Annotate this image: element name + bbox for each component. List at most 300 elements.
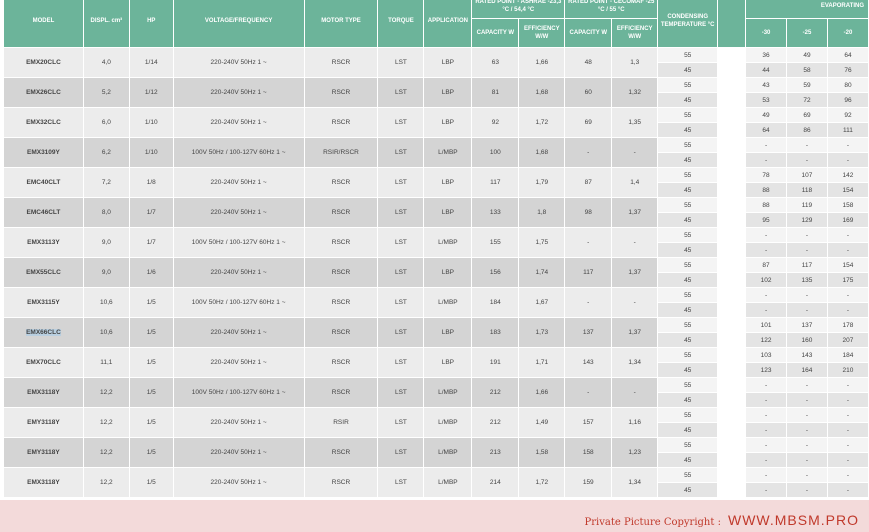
- cell-motor-type: RSCR: [305, 48, 379, 78]
- cell-model: EMX66CLC: [4, 318, 84, 348]
- cell-motor-type: RSCR: [305, 438, 379, 468]
- cell-condensing-temperature: 45: [658, 333, 718, 348]
- cell-evaporating-value: -: [746, 153, 787, 168]
- cell-spacer: [718, 318, 746, 333]
- cell-voltage: 100V 50Hz / 100-127V 60Hz 1 ~: [174, 378, 305, 408]
- header-voltage: VOLTAGE/FREQUENCY: [174, 0, 305, 48]
- cell-ashrae-efficiency: 1,8: [519, 198, 565, 228]
- cell-hp: 1/10: [130, 108, 174, 138]
- cell-evaporating-value: 107: [787, 168, 828, 183]
- cell-displacement: 5,2: [84, 78, 130, 108]
- cell-model: EMC40CLT: [4, 168, 84, 198]
- cell-evaporating-value: 137: [787, 318, 828, 333]
- table-row: [4, 408, 869, 423]
- cell-evaporating-value: -: [787, 153, 828, 168]
- cell-torque: LST: [378, 48, 424, 78]
- cell-spacer: [718, 363, 746, 378]
- cell-evaporating-value: 207: [828, 333, 869, 348]
- cell-evaporating-value: 92: [828, 108, 869, 123]
- cell-condensing-temperature: 55: [658, 228, 718, 243]
- cell-cecomaf-efficiency: 1,32: [612, 78, 658, 108]
- cell-model: EMX3115Y: [4, 288, 84, 318]
- cell-evaporating-value: -: [787, 423, 828, 438]
- cell-hp: 1/12: [130, 78, 174, 108]
- cell-evaporating-value: 44: [746, 63, 787, 78]
- cell-model: EMX3109Y: [4, 138, 84, 168]
- cell-application: LBP: [424, 78, 472, 108]
- cell-torque: LST: [378, 288, 424, 318]
- table-row: [4, 48, 869, 63]
- cell-evaporating-value: -: [746, 438, 787, 453]
- cell-cecomaf-capacity: 158: [565, 438, 612, 468]
- cell-application: L/MBP: [424, 468, 472, 498]
- table-row: [4, 198, 869, 213]
- cell-cecomaf-efficiency: 1,37: [612, 258, 658, 288]
- cell-application: LBP: [424, 108, 472, 138]
- cell-evaporating-value: 184: [828, 348, 869, 363]
- cell-application: LBP: [424, 258, 472, 288]
- cell-displacement: 9,0: [84, 228, 130, 258]
- cell-displacement: 12,2: [84, 468, 130, 498]
- cell-hp: 1/5: [130, 468, 174, 498]
- cell-spacer: [718, 438, 746, 453]
- cell-evaporating-value: -: [787, 288, 828, 303]
- cell-motor-type: RSCR: [305, 258, 379, 288]
- cell-hp: 1/5: [130, 438, 174, 468]
- cell-evaporating-value: 103: [746, 348, 787, 363]
- header-rated-ashrae: RATED POINT - ASHRAE -23,3 °C / 54,4 °C: [472, 0, 565, 19]
- cell-condensing-temperature: 55: [658, 438, 718, 453]
- cell-evaporating-value: -: [787, 453, 828, 468]
- cell-condensing-temperature: 55: [658, 348, 718, 363]
- cell-ashrae-efficiency: 1,73: [519, 318, 565, 348]
- cell-evaporating-value: 49: [787, 48, 828, 63]
- cell-voltage: 220-240V 50Hz 1 ~: [174, 258, 305, 288]
- cell-evaporating-value: -: [787, 243, 828, 258]
- cell-model: EMX3118Y: [4, 378, 84, 408]
- cell-condensing-temperature: 55: [658, 168, 718, 183]
- cell-spacer: [718, 378, 746, 393]
- cell-displacement: 12,2: [84, 408, 130, 438]
- cell-torque: LST: [378, 228, 424, 258]
- cell-displacement: 11,1: [84, 348, 130, 378]
- cell-evaporating-value: -: [828, 138, 869, 153]
- cell-cecomaf-efficiency: 1,34: [612, 468, 658, 498]
- cell-evaporating-value: -: [787, 483, 828, 498]
- cell-condensing-temperature: 55: [658, 198, 718, 213]
- cell-evaporating-value: 101: [746, 318, 787, 333]
- copyright-url: WWW.MBSM.PRO: [728, 512, 859, 528]
- header-ashrae-capacity: CAPACITY W: [472, 19, 519, 48]
- cell-model: EMX26CLC: [4, 78, 84, 108]
- cell-spacer: [718, 483, 746, 498]
- cell-condensing-temperature: 45: [658, 213, 718, 228]
- cell-spacer: [718, 468, 746, 483]
- cell-ashrae-efficiency: 1,74: [519, 258, 565, 288]
- cell-evaporating-value: 88: [746, 198, 787, 213]
- cell-evaporating-value: -: [787, 393, 828, 408]
- cell-ashrae-capacity: 81: [472, 78, 519, 108]
- cell-ashrae-capacity: 100: [472, 138, 519, 168]
- cell-cecomaf-efficiency: -: [612, 288, 658, 318]
- cell-spacer: [718, 168, 746, 183]
- cell-evaporating-value: 154: [828, 183, 869, 198]
- cell-ashrae-efficiency: 1,58: [519, 438, 565, 468]
- cell-ashrae-efficiency: 1,68: [519, 78, 565, 108]
- compressor-spec-table: [4, 0, 869, 498]
- cell-evaporating-value: -: [787, 468, 828, 483]
- cell-ashrae-capacity: 191: [472, 348, 519, 378]
- header-cecomaf-capacity: CAPACITY W: [565, 19, 612, 48]
- cell-ashrae-efficiency: 1,68: [519, 138, 565, 168]
- header-rated-cecomaf: RATED POINT - CECOMAF -25 °C / 55 °C: [565, 0, 658, 19]
- cell-evaporating-value: 210: [828, 363, 869, 378]
- cell-evaporating-value: -: [787, 378, 828, 393]
- cell-application: L/MBP: [424, 288, 472, 318]
- cell-voltage: 100V 50Hz / 100-127V 60Hz 1 ~: [174, 138, 305, 168]
- header-motor-type: MOTOR TYPE: [305, 0, 379, 48]
- cell-evaporating-value: -: [828, 228, 869, 243]
- cell-voltage: 100V 50Hz / 100-127V 60Hz 1 ~: [174, 288, 305, 318]
- cell-model: EMX20CLC: [4, 48, 84, 78]
- cell-evaporating-value: 87: [746, 258, 787, 273]
- cell-ashrae-efficiency: 1,66: [519, 378, 565, 408]
- table-row: [4, 288, 869, 303]
- header-ashrae-efficiency: EFFICIENCY W/W: [519, 19, 565, 48]
- cell-evaporating-value: 58: [787, 63, 828, 78]
- cell-spacer: [718, 93, 746, 108]
- cell-displacement: 10,6: [84, 288, 130, 318]
- cell-ashrae-capacity: 133: [472, 198, 519, 228]
- cell-motor-type: RSIR/RSCR: [305, 138, 379, 168]
- cell-motor-type: RSCR: [305, 78, 379, 108]
- cell-condensing-temperature: 55: [658, 288, 718, 303]
- cell-spacer: [718, 198, 746, 213]
- cell-model: EMX3113Y: [4, 228, 84, 258]
- cell-evaporating-value: -: [746, 393, 787, 408]
- cell-evaporating-value: 102: [746, 273, 787, 288]
- cell-hp: 1/5: [130, 408, 174, 438]
- cell-hp: 1/8: [130, 168, 174, 198]
- cell-application: L/MBP: [424, 228, 472, 258]
- cell-hp: 1/6: [130, 258, 174, 288]
- cell-torque: LST: [378, 108, 424, 138]
- cell-condensing-temperature: 55: [658, 318, 718, 333]
- cell-displacement: 10,6: [84, 318, 130, 348]
- cell-condensing-temperature: 55: [658, 258, 718, 273]
- cell-evaporating-value: 164: [787, 363, 828, 378]
- table-body: [4, 48, 869, 498]
- cell-evaporating-value: -: [746, 468, 787, 483]
- cell-ashrae-capacity: 213: [472, 438, 519, 468]
- copyright-label: Private Picture Copyright :: [584, 517, 721, 528]
- cell-evaporating-value: -: [746, 303, 787, 318]
- cell-spacer: [718, 243, 746, 258]
- cell-cecomaf-capacity: 60: [565, 78, 612, 108]
- cell-application: L/MBP: [424, 438, 472, 468]
- cell-voltage: 100V 50Hz / 100-127V 60Hz 1 ~: [174, 228, 305, 258]
- cell-evaporating-value: 117: [787, 258, 828, 273]
- cell-evaporating-value: 96: [828, 93, 869, 108]
- cell-evaporating-value: -: [828, 243, 869, 258]
- cell-motor-type: RSCR: [305, 168, 379, 198]
- cell-evaporating-value: -: [746, 378, 787, 393]
- cell-cecomaf-capacity: 98: [565, 198, 612, 228]
- cell-motor-type: RSCR: [305, 288, 379, 318]
- cell-torque: LST: [378, 78, 424, 108]
- cell-motor-type: RSCR: [305, 108, 379, 138]
- cell-evaporating-value: 36: [746, 48, 787, 63]
- header-evap-temp-2: -25: [787, 19, 828, 48]
- table-row: [4, 228, 869, 243]
- table-row: [4, 318, 869, 333]
- cell-ashrae-capacity: 63: [472, 48, 519, 78]
- cell-condensing-temperature: 45: [658, 273, 718, 288]
- cell-evaporating-value: -: [746, 423, 787, 438]
- table-row: [4, 138, 869, 153]
- cell-cecomaf-capacity: 143: [565, 348, 612, 378]
- cell-evaporating-value: -: [828, 468, 869, 483]
- cell-voltage: 220-240V 50Hz 1 ~: [174, 348, 305, 378]
- cell-hp: 1/5: [130, 348, 174, 378]
- cell-evaporating-value: -: [787, 228, 828, 243]
- header-evap-temp-1: -30: [746, 19, 787, 48]
- cell-evaporating-value: -: [828, 288, 869, 303]
- cell-ashrae-efficiency: 1,75: [519, 228, 565, 258]
- cell-evaporating-value: 95: [746, 213, 787, 228]
- cell-displacement: 9,0: [84, 258, 130, 288]
- cell-model: EMC46CLT: [4, 198, 84, 228]
- table-row: [4, 438, 869, 453]
- cell-condensing-temperature: 45: [658, 363, 718, 378]
- cell-displacement: 12,2: [84, 438, 130, 468]
- cell-voltage: 220-240V 50Hz 1 ~: [174, 108, 305, 138]
- cell-evaporating-value: -: [828, 378, 869, 393]
- cell-ashrae-capacity: 92: [472, 108, 519, 138]
- cell-application: L/MBP: [424, 378, 472, 408]
- cell-application: L/MBP: [424, 408, 472, 438]
- cell-ashrae-efficiency: 1,72: [519, 108, 565, 138]
- cell-ashrae-capacity: 156: [472, 258, 519, 288]
- cell-torque: LST: [378, 198, 424, 228]
- cell-displacement: 4,0: [84, 48, 130, 78]
- cell-ashrae-efficiency: 1,79: [519, 168, 565, 198]
- cell-condensing-temperature: 55: [658, 78, 718, 93]
- cell-evaporating-value: 175: [828, 273, 869, 288]
- cell-evaporating-value: 160: [787, 333, 828, 348]
- cell-voltage: 220-240V 50Hz 1 ~: [174, 168, 305, 198]
- cell-condensing-temperature: 55: [658, 108, 718, 123]
- copyright-line: [585, 512, 859, 528]
- cell-condensing-temperature: 45: [658, 123, 718, 138]
- header-cecomaf-efficiency: EFFICIENCY W/W: [612, 19, 658, 48]
- cell-evaporating-value: -: [746, 288, 787, 303]
- cell-application: L/MBP: [424, 138, 472, 168]
- cell-evaporating-value: -: [746, 483, 787, 498]
- cell-condensing-temperature: 55: [658, 378, 718, 393]
- cell-ashrae-capacity: 155: [472, 228, 519, 258]
- cell-cecomaf-efficiency: 1,34: [612, 348, 658, 378]
- cell-voltage: 220-240V 50Hz 1 ~: [174, 438, 305, 468]
- cell-voltage: 220-240V 50Hz 1 ~: [174, 468, 305, 498]
- cell-evaporating-value: 80: [828, 78, 869, 93]
- cell-evaporating-value: 129: [787, 213, 828, 228]
- cell-spacer: [718, 78, 746, 93]
- cell-application: LBP: [424, 318, 472, 348]
- table-row: [4, 258, 869, 273]
- cell-evaporating-value: 43: [746, 78, 787, 93]
- cell-evaporating-value: 72: [787, 93, 828, 108]
- table-row: [4, 78, 869, 93]
- header-evap-temp-3: -20: [828, 19, 869, 48]
- cell-cecomaf-capacity: 159: [565, 468, 612, 498]
- cell-cecomaf-efficiency: 1,23: [612, 438, 658, 468]
- table-row: [4, 168, 869, 183]
- cell-displacement: 12,2: [84, 378, 130, 408]
- cell-ashrae-capacity: 183: [472, 318, 519, 348]
- cell-ashrae-efficiency: 1,72: [519, 468, 565, 498]
- cell-voltage: 220-240V 50Hz 1 ~: [174, 318, 305, 348]
- cell-displacement: 6,2: [84, 138, 130, 168]
- cell-voltage: 220-240V 50Hz 1 ~: [174, 198, 305, 228]
- header-evaporating: EVAPORATING: [746, 0, 869, 19]
- cell-model: EMY3118Y: [4, 408, 84, 438]
- cell-evaporating-value: -: [746, 228, 787, 243]
- cell-evaporating-value: -: [746, 408, 787, 423]
- header-spacer: [718, 0, 746, 48]
- cell-spacer: [718, 423, 746, 438]
- cell-condensing-temperature: 45: [658, 483, 718, 498]
- cell-torque: LST: [378, 408, 424, 438]
- cell-cecomaf-efficiency: -: [612, 378, 658, 408]
- cell-cecomaf-efficiency: -: [612, 138, 658, 168]
- cell-evaporating-value: -: [746, 453, 787, 468]
- cell-evaporating-value: -: [828, 483, 869, 498]
- cell-cecomaf-capacity: 48: [565, 48, 612, 78]
- cell-spacer: [718, 453, 746, 468]
- cell-evaporating-value: -: [746, 243, 787, 258]
- cell-motor-type: RSCR: [305, 468, 379, 498]
- cell-evaporating-value: 158: [828, 198, 869, 213]
- cell-model: EMY3118Y: [4, 438, 84, 468]
- cell-application: LBP: [424, 198, 472, 228]
- cell-condensing-temperature: 45: [658, 183, 718, 198]
- cell-evaporating-value: -: [746, 138, 787, 153]
- cell-ashrae-capacity: 214: [472, 468, 519, 498]
- cell-cecomaf-capacity: 69: [565, 108, 612, 138]
- cell-ashrae-capacity: 212: [472, 378, 519, 408]
- cell-condensing-temperature: 45: [658, 303, 718, 318]
- cell-spacer: [718, 183, 746, 198]
- cell-spacer: [718, 273, 746, 288]
- cell-spacer: [718, 348, 746, 363]
- cell-cecomaf-efficiency: 1,35: [612, 108, 658, 138]
- cell-cecomaf-efficiency: 1,4: [612, 168, 658, 198]
- cell-evaporating-value: 143: [787, 348, 828, 363]
- cell-evaporating-value: 86: [787, 123, 828, 138]
- cell-ashrae-efficiency: 1,66: [519, 48, 565, 78]
- cell-evaporating-value: 49: [746, 108, 787, 123]
- cell-motor-type: RSIR: [305, 408, 379, 438]
- cell-motor-type: RSCR: [305, 228, 379, 258]
- cell-evaporating-value: 64: [828, 48, 869, 63]
- cell-evaporating-value: 69: [787, 108, 828, 123]
- cell-spacer: [718, 138, 746, 153]
- cell-spacer: [718, 408, 746, 423]
- header-hp: HP: [130, 0, 174, 48]
- cell-model: EMX3118Y: [4, 468, 84, 498]
- cell-evaporating-value: 119: [787, 198, 828, 213]
- cell-spacer: [718, 48, 746, 63]
- cell-torque: LST: [378, 348, 424, 378]
- cell-ashrae-efficiency: 1,67: [519, 288, 565, 318]
- cell-torque: LST: [378, 258, 424, 288]
- cell-evaporating-value: 64: [746, 123, 787, 138]
- cell-torque: LST: [378, 378, 424, 408]
- cell-evaporating-value: 135: [787, 273, 828, 288]
- cell-spacer: [718, 393, 746, 408]
- cell-evaporating-value: -: [828, 408, 869, 423]
- cell-torque: LST: [378, 468, 424, 498]
- cell-spacer: [718, 123, 746, 138]
- cell-motor-type: RSCR: [305, 318, 379, 348]
- cell-condensing-temperature: 45: [658, 93, 718, 108]
- cell-spacer: [718, 228, 746, 243]
- cell-torque: LST: [378, 168, 424, 198]
- cell-spacer: [718, 153, 746, 168]
- cell-evaporating-value: -: [828, 438, 869, 453]
- cell-evaporating-value: 59: [787, 78, 828, 93]
- cell-model: EMX70CLC: [4, 348, 84, 378]
- cell-condensing-temperature: 45: [658, 243, 718, 258]
- cell-voltage: 220-240V 50Hz 1 ~: [174, 78, 305, 108]
- table-row: [4, 378, 869, 393]
- table-row: [4, 468, 869, 483]
- cell-application: LBP: [424, 168, 472, 198]
- cell-evaporating-value: 122: [746, 333, 787, 348]
- cell-condensing-temperature: 55: [658, 408, 718, 423]
- cell-cecomaf-efficiency: 1,16: [612, 408, 658, 438]
- cell-cecomaf-efficiency: -: [612, 228, 658, 258]
- cell-condensing-temperature: 45: [658, 393, 718, 408]
- cell-condensing-temperature: 45: [658, 63, 718, 78]
- cell-spacer: [718, 258, 746, 273]
- cell-spacer: [718, 333, 746, 348]
- cell-hp: 1/14: [130, 48, 174, 78]
- cell-condensing-temperature: 55: [658, 468, 718, 483]
- table-row: [4, 348, 869, 363]
- cell-cecomaf-capacity: 137: [565, 318, 612, 348]
- cell-motor-type: RSCR: [305, 378, 379, 408]
- cell-condensing-temperature: 45: [658, 153, 718, 168]
- cell-torque: LST: [378, 138, 424, 168]
- cell-cecomaf-capacity: 117: [565, 258, 612, 288]
- cell-hp: 1/5: [130, 288, 174, 318]
- cell-hp: 1/5: [130, 318, 174, 348]
- cell-condensing-temperature: 55: [658, 48, 718, 63]
- cell-evaporating-value: 53: [746, 93, 787, 108]
- cell-ashrae-efficiency: 1,49: [519, 408, 565, 438]
- cell-hp: 1/7: [130, 228, 174, 258]
- header-torque: TORQUE: [378, 0, 424, 48]
- cell-condensing-temperature: 55: [658, 138, 718, 153]
- cell-evaporating-value: -: [828, 393, 869, 408]
- cell-cecomaf-capacity: 87: [565, 168, 612, 198]
- cell-evaporating-value: -: [787, 303, 828, 318]
- cell-motor-type: RSCR: [305, 198, 379, 228]
- table-row: [4, 108, 869, 123]
- cell-ashrae-capacity: 184: [472, 288, 519, 318]
